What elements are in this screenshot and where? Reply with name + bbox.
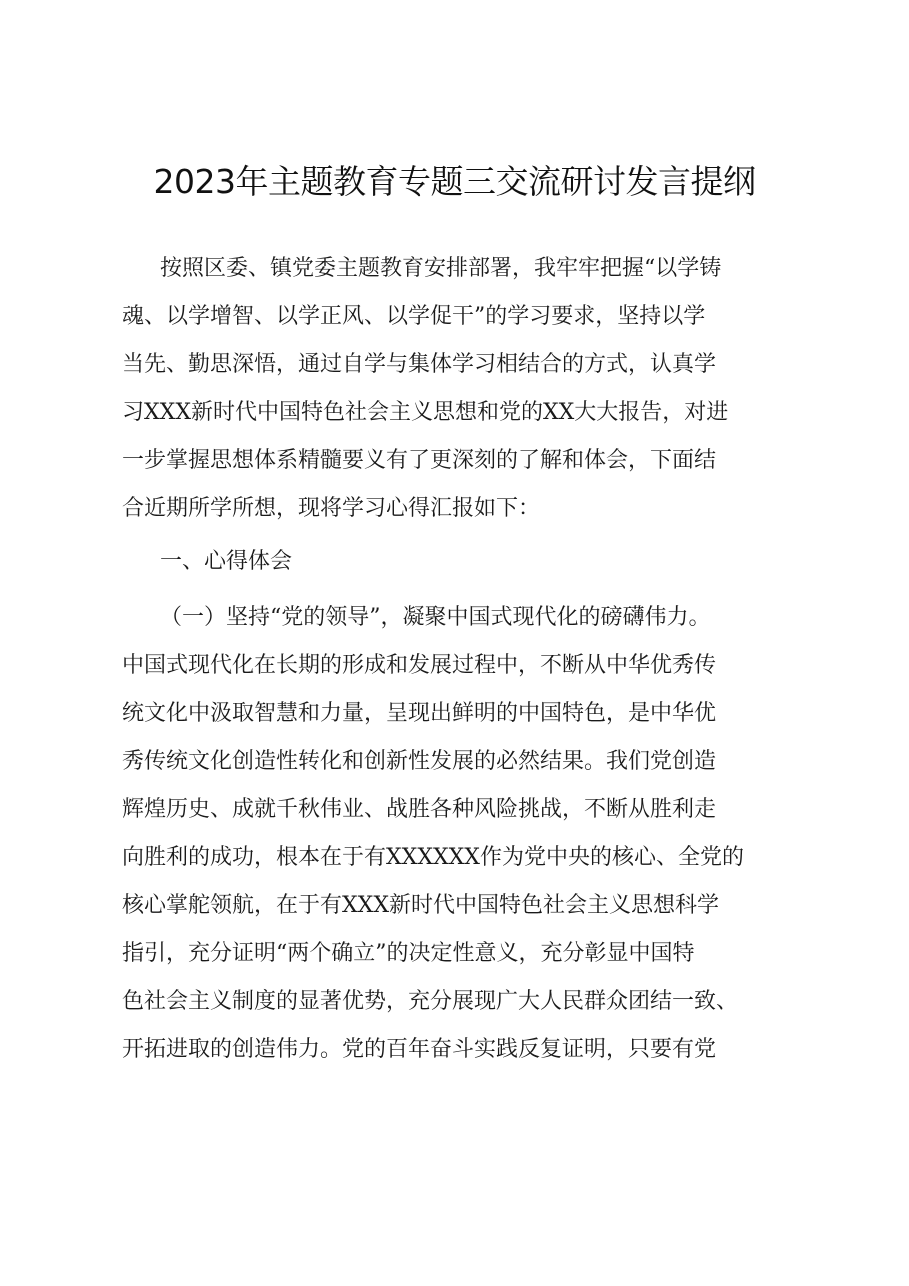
body-line-11: 辉煌历史、成就千秋伟业、战胜各种风险挑战，不断从胜利走 bbox=[122, 797, 717, 822]
body-line-1: 按照区委、镇党委主题教育安排部署，我牢牢把握“以学铸 bbox=[160, 256, 722, 281]
body-line-12: 向胜利的成功，根本在于有XXXXXX作为党中央的核心、全党的 bbox=[122, 845, 744, 870]
section-heading: 一、心得体会 bbox=[160, 549, 293, 574]
body-line-6: 合近期所学所想，现将学习心得汇报如下： bbox=[122, 496, 541, 521]
body-line-9: 统文化中汲取智慧和力量，呈现出鲜明的中国特色，是中华优 bbox=[122, 701, 717, 726]
body-line-8: 中国式现代化在长期的形成和发展过程中，不断从中华优秀传 bbox=[122, 653, 717, 678]
body-line-3: 当先、勤思深悟，通过自学与集体学习相结合的方式，认真学 bbox=[122, 352, 717, 377]
document-title: 2023年主题教育专题三交流研讨发言提纲 bbox=[153, 162, 756, 201]
body-line-14: 指引，充分证明“两个确立”的决定性意义，充分彰显中国特 bbox=[122, 941, 695, 966]
body-line-2: 魂、以学增智、以学正风、以学促干”的学习要求，坚持以学 bbox=[122, 304, 706, 329]
body-line-16: 开拓进取的创造伟力。党的百年奋斗实践反复证明，只要有党 bbox=[122, 1037, 717, 1062]
subsection-heading: （一）坚持“党的领导”，凝聚中国式现代化的磅礴伟力。 bbox=[160, 605, 711, 630]
body-line-4: 习XXX新时代中国特色社会主义思想和党的XX大大报告，对进 bbox=[122, 400, 729, 425]
body-line-15: 色社会主义制度的显著优势，充分展现广大人民群众团结一致、 bbox=[122, 989, 739, 1014]
body-line-10: 秀传统文化创造性转化和创新性发展的必然结果。我们党创造 bbox=[122, 749, 717, 774]
body-line-5: 一步掌握思想体系精髓要义有了更深刻的了解和体会，下面结 bbox=[122, 448, 717, 473]
body-line-13: 核心掌舵领航，在于有XXX新时代中国特色社会主义思想科学 bbox=[122, 893, 719, 918]
